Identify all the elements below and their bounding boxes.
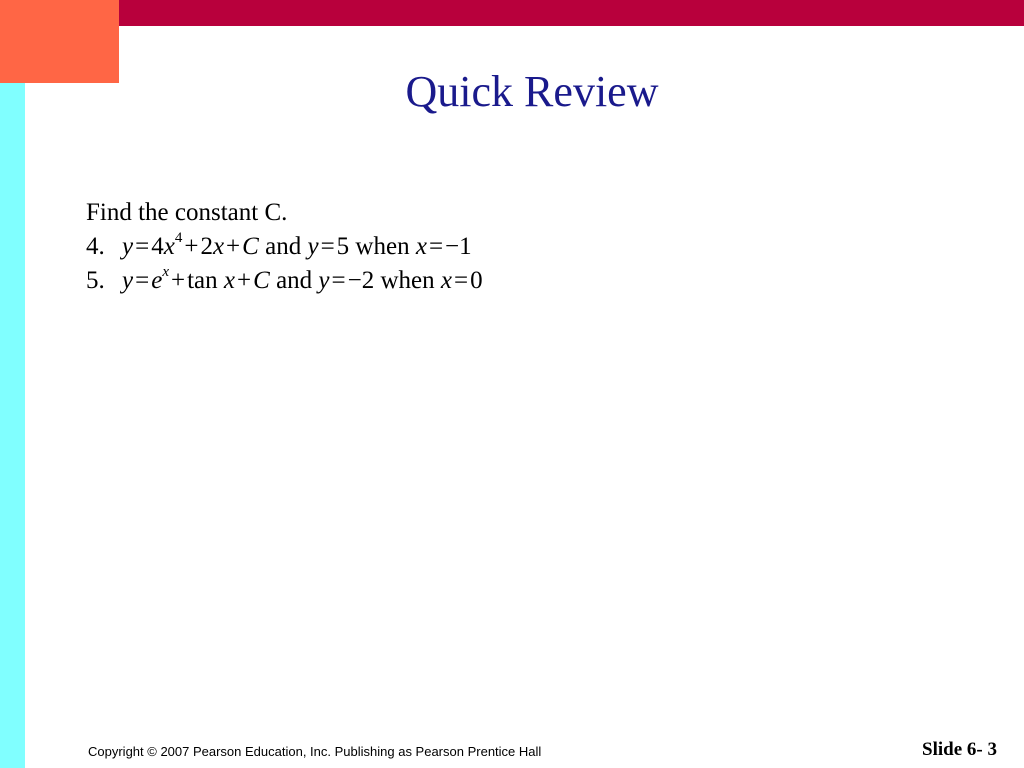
math-var: x <box>163 233 175 260</box>
math-var: y <box>122 267 134 294</box>
problem-4 <box>86 230 483 264</box>
math-var: x <box>223 267 236 294</box>
copyright-footer: Copyright © 2007 Pearson Education, Inc. Publishing as Pearson Prentice Hall <box>88 744 542 759</box>
conjunction: and <box>265 233 302 260</box>
math-var: x <box>162 263 169 280</box>
left-accent-bar <box>0 83 25 768</box>
problem-number: 4. <box>86 233 105 260</box>
math-var: e <box>151 267 163 294</box>
math-op: = <box>454 267 469 294</box>
math-func: tan <box>187 267 218 294</box>
math-var: x <box>415 233 427 260</box>
math-var: C <box>253 267 270 294</box>
math-op: = <box>135 233 150 260</box>
instruction-line: Find the constant C. <box>86 199 288 226</box>
math-exponent <box>162 264 169 280</box>
math-var: x <box>440 267 453 294</box>
math-num: 2 <box>200 233 213 260</box>
math-op: + <box>171 267 186 294</box>
math-num: 0 <box>470 267 483 294</box>
math-var: C <box>242 233 259 260</box>
math-op: = <box>320 233 335 260</box>
math-op: = <box>331 267 346 294</box>
problem-number: 5. <box>86 267 105 294</box>
math-var: y <box>122 233 134 260</box>
slide-content <box>86 196 483 298</box>
conjunction: when <box>355 233 410 260</box>
conjunction: when <box>380 267 435 294</box>
math-var: y <box>307 233 319 260</box>
math-op: = <box>428 233 444 260</box>
math-num: −1 <box>445 233 472 260</box>
math-op: + <box>226 233 241 260</box>
math-var: x <box>212 233 225 260</box>
math-exponent: 4 <box>174 229 183 246</box>
math-op: = <box>135 267 150 294</box>
conjunction: and <box>276 267 313 294</box>
math-var: y <box>318 267 330 294</box>
math-op: + <box>184 233 199 260</box>
math-num: 5 <box>336 233 350 260</box>
slide-title: Quick Review <box>405 67 659 116</box>
math-op: + <box>237 267 252 294</box>
math-num: 4 <box>151 233 164 260</box>
math-num: −2 <box>347 267 375 294</box>
slide-number: Slide 6- 3 <box>922 739 997 760</box>
problem-5 <box>86 264 483 298</box>
top-accent-bar <box>0 0 1024 26</box>
